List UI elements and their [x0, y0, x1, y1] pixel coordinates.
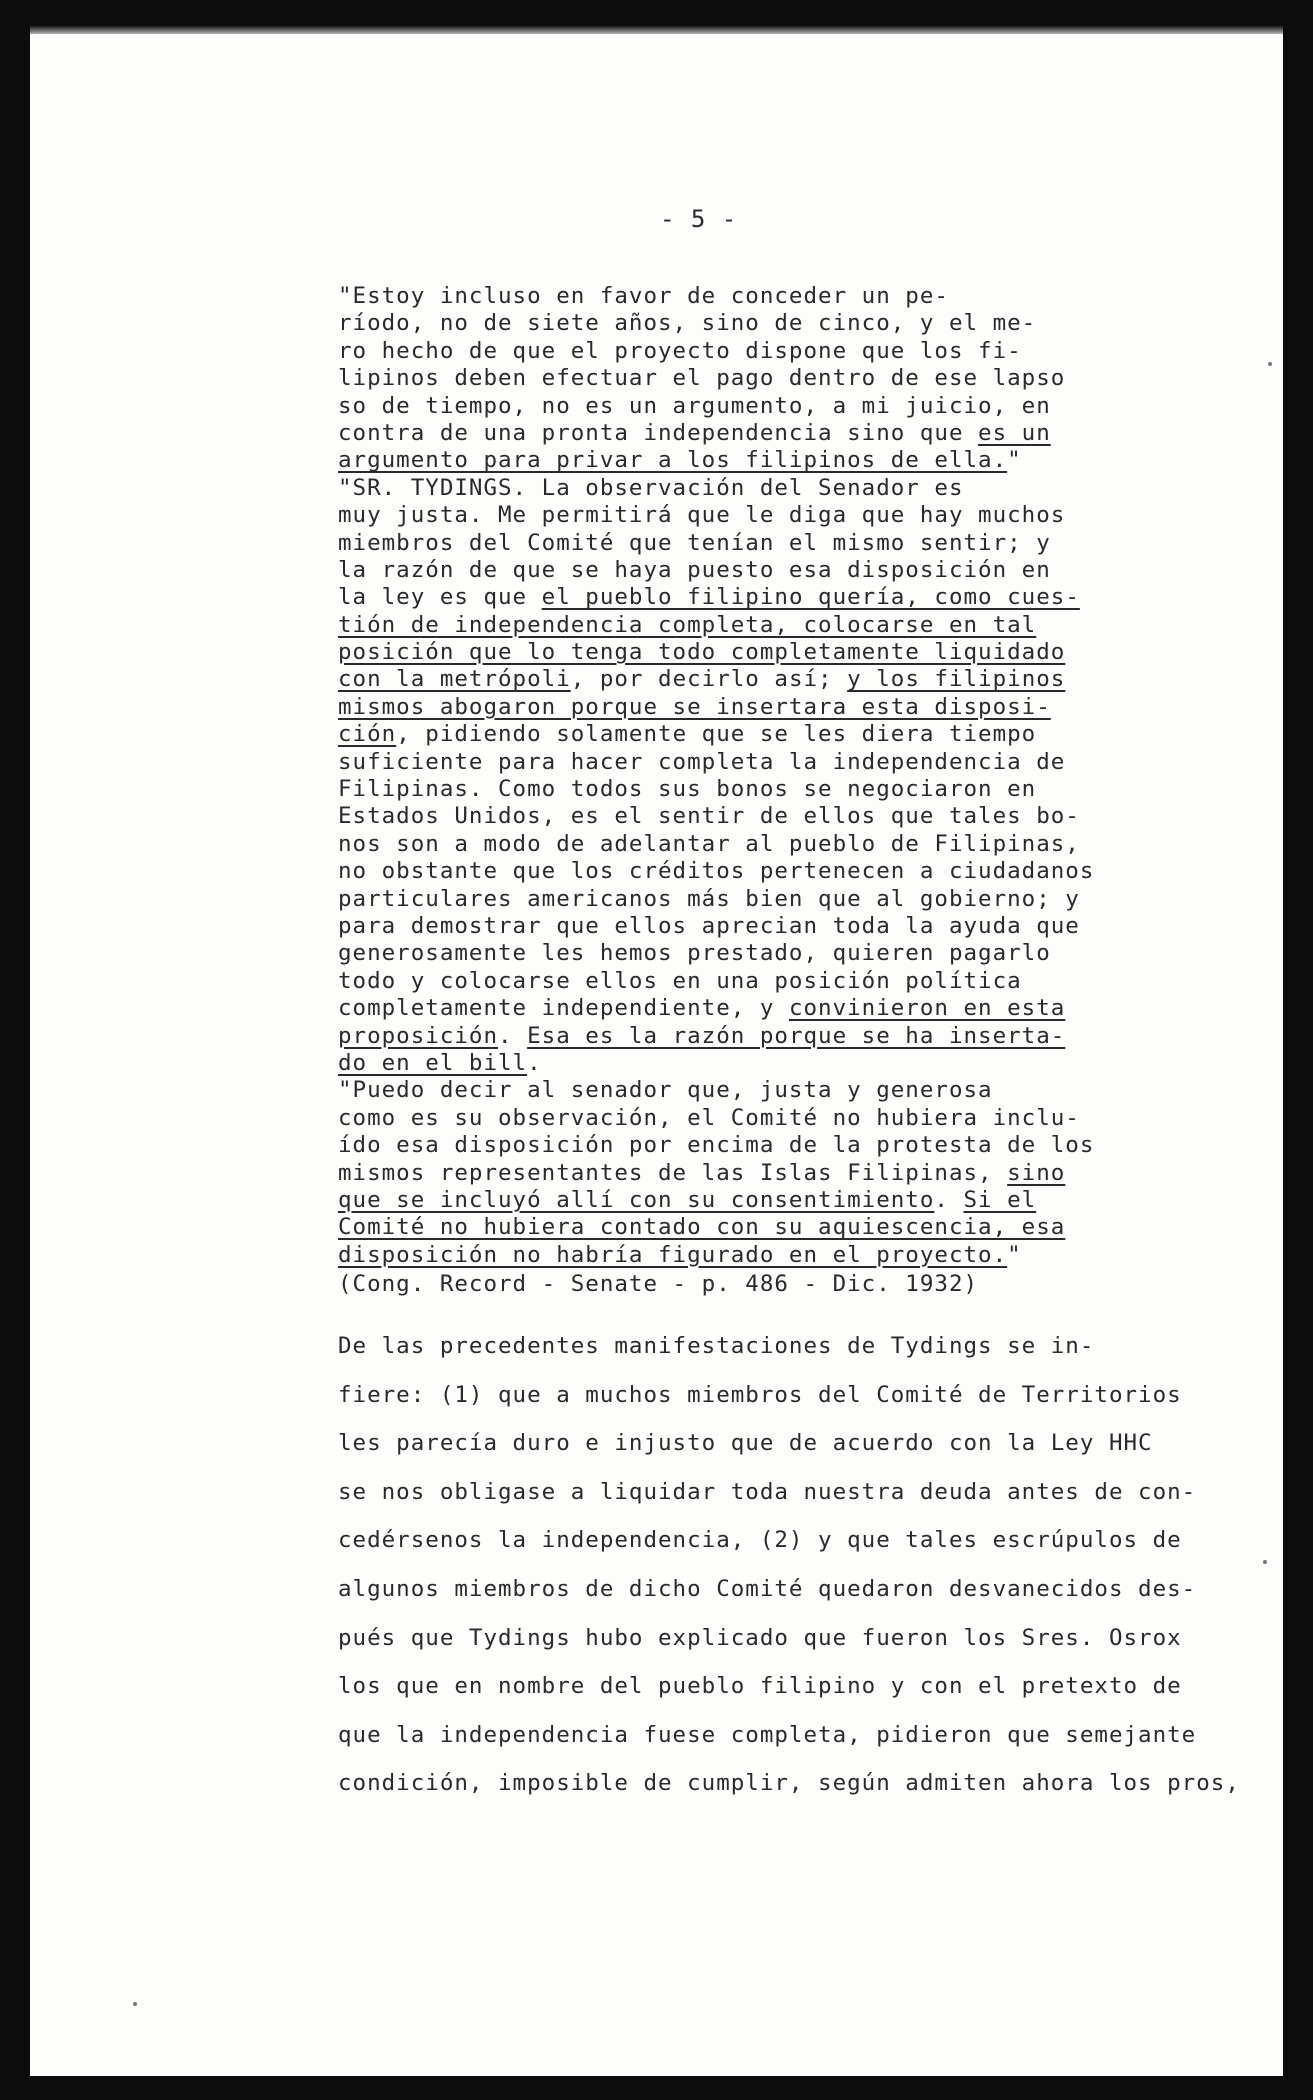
quote-text: suficiente para hacer completa la independencia de	[338, 748, 1066, 775]
underlined-text: posición que lo tenga todo completamente liquidado	[338, 639, 1066, 666]
quote-text: .	[934, 1186, 964, 1213]
quote-line	[338, 803, 1158, 830]
quote-line	[338, 1187, 1158, 1214]
margin-speck	[1268, 362, 1272, 366]
quote-line	[338, 338, 1158, 365]
quote-text: contra de una pronta independencia sino que	[338, 419, 979, 446]
quote-text: como es su observación, el Comité no hubiera inclu-	[338, 1104, 1080, 1131]
quote-line	[338, 475, 1158, 502]
commentary-paragraph	[338, 1322, 1240, 1808]
body-line: les parecía duro e injusto que de acuerdo con la Ley HHC	[338, 1430, 1153, 1457]
quote-text: particulares americanos más bien que al gobierno; y	[338, 885, 1080, 912]
quote-line	[338, 1132, 1158, 1159]
body-line: que la independencia fuese completa, pidieron que semejante	[338, 1721, 1197, 1748]
quote-line	[338, 1077, 1158, 1104]
quote-line	[338, 420, 1158, 447]
quote-line	[338, 393, 1158, 420]
quote-line	[338, 858, 1158, 885]
underlined-text: que se incluyó allí con su consentimiento	[338, 1186, 935, 1213]
body-line: los que en nombre del pueblo filipino y con el pretexto de	[338, 1673, 1182, 1700]
quote-line	[338, 1105, 1158, 1132]
body-line: se nos obligase a liquidar toda nuestra deuda antes de con-	[338, 1478, 1197, 1505]
quote-text: "SR. TYDINGS. La observación del Senador es	[338, 474, 964, 501]
underlined-text: el pueblo filipino quería, como cues-	[541, 584, 1080, 611]
underlined-text: sino	[1007, 1159, 1066, 1186]
underlined-text: mismos abogaron porque se insertara esta disposi-	[338, 693, 1051, 720]
underlined-text: proposición	[338, 1022, 499, 1049]
quote-text: ído esa disposición por encima de la protesta de los	[338, 1132, 1095, 1159]
quote-text: ro hecho de que el proyecto dispone que los fi-	[338, 337, 1022, 364]
margin-speck	[133, 2002, 137, 2006]
quote-line	[338, 1050, 1158, 1077]
quote-line	[338, 557, 1158, 584]
quote-line	[338, 721, 1158, 748]
body-line: pués que Tydings hubo explicado que fueron los Sres. Osrox	[338, 1624, 1182, 1651]
body-line: condición, imposible de cumplir, según admiten ahora los pros,	[338, 1770, 1240, 1797]
quote-line	[338, 776, 1158, 803]
quote-line	[338, 310, 1158, 337]
quote-text: la razón de que se haya puesto esa disposición en	[338, 556, 1051, 583]
underlined-text: con la metrópoli	[338, 666, 571, 693]
citation: (Cong. Record - Senate - p. 486 - Dic. 1932)	[338, 1271, 979, 1298]
page-number: - 5 -	[660, 205, 738, 233]
quote-text: "Estoy incluso en favor de conceder un pe-	[338, 283, 949, 309]
quote-text: no obstante que los créditos pertenecen a ciudadanos	[338, 858, 1095, 885]
quote-text: completamente independiente, y	[338, 995, 789, 1022]
quote-text: lipinos deben efectuar el pago dentro de ese lapso	[338, 365, 1066, 392]
quote-lines	[338, 283, 1158, 1269]
underlined-text: do en el bill	[338, 1049, 528, 1076]
quote-line	[338, 1023, 1158, 1050]
underlined-text: tión de independencia completa, colocarse en tal	[338, 611, 1037, 638]
underlined-text: es un	[978, 419, 1051, 446]
quote-text: , pidiendo solamente que se les diera tiempo	[396, 721, 1037, 748]
quote-line	[338, 968, 1158, 995]
underlined-text: Si el	[963, 1186, 1037, 1213]
quote-line	[338, 530, 1158, 557]
underlined-text: Esa es la razón porque se ha inserta-	[527, 1022, 1066, 1049]
quote-text: Estados Unidos, es el sentir de ellos que tales bo-	[338, 803, 1080, 830]
quote-line	[338, 666, 1158, 693]
quote-text: muy justa. Me permitirá que le diga que hay muchos	[338, 502, 1066, 529]
quote-line	[338, 913, 1158, 940]
quote-line	[338, 447, 1158, 474]
body-line: cedérsenos la independencia, (2) y que tales escrúpulos de	[338, 1527, 1182, 1554]
underlined-text: ción	[338, 721, 397, 748]
underlined-text: y los filipinos	[847, 666, 1066, 693]
quote-text: , por decirlo así;	[570, 666, 848, 693]
quote-line	[338, 940, 1158, 967]
quote-line	[338, 502, 1158, 529]
quote-line	[338, 283, 1158, 310]
quote-text: "Puedo decir al senador que, justa y generosa	[338, 1077, 993, 1104]
body-line: algunos miembros de dicho Comité quedaron desvanecidos des-	[338, 1575, 1197, 1602]
quote-text: todo y colocarse ellos en una posición política	[338, 967, 1022, 994]
quote-text: "	[1007, 1241, 1022, 1268]
quote-text: ríodo, no de siete años, sino de cinco, y el me-	[338, 310, 1037, 337]
quote-line	[338, 639, 1158, 666]
quote-text: nos son a modo de adelantar al pueblo de Filipinas,	[338, 830, 1080, 857]
quote-text: generosamente les hemos prestado, quieren pagarlo	[338, 940, 1051, 967]
quote-line	[338, 995, 1158, 1022]
quote-line	[338, 694, 1158, 721]
body-line: fiere: (1) que a muchos miembros del Comité de Territorios	[338, 1381, 1182, 1408]
quote-line	[338, 365, 1158, 392]
underlined-text: argumento para privar a los filipinos de ella.	[338, 447, 1008, 474]
quote-line	[338, 1160, 1158, 1187]
quote-line	[338, 584, 1158, 611]
quote-text: .	[527, 1049, 542, 1076]
quote-text: "	[1007, 447, 1022, 474]
senate-quote-block	[338, 283, 1158, 1298]
underlined-text: Comité no hubiera contado con su aquiescencia, esa	[338, 1214, 1066, 1241]
body-line: De las precedentes manifestaciones de Tydings se in-	[338, 1333, 1095, 1359]
quote-text: mismos representantes de las Islas Filipinas,	[338, 1159, 1008, 1186]
underlined-text: convinieron en esta	[788, 995, 1066, 1022]
quote-line	[338, 612, 1158, 639]
underlined-text: disposición no habría figurado en el proyecto.	[338, 1241, 1008, 1268]
quote-line	[338, 749, 1158, 776]
quote-line	[338, 886, 1158, 913]
quote-text: para demostrar que ellos aprecian toda la ayuda que	[338, 912, 1080, 939]
quote-text: miembros del Comité que tenían el mismo sentir; y	[338, 529, 1051, 556]
quote-text: .	[498, 1022, 528, 1049]
quote-text: Filipinas. Como todos sus bonos se negociaron en	[338, 776, 1037, 803]
margin-speck	[1263, 1560, 1267, 1564]
quote-text: so de tiempo, no es un argumento, a mi juicio, en	[338, 392, 1051, 419]
quote-line	[338, 1214, 1158, 1241]
quote-text: la ley es que	[338, 584, 542, 611]
quote-line	[338, 831, 1158, 858]
quote-line	[338, 1242, 1158, 1269]
